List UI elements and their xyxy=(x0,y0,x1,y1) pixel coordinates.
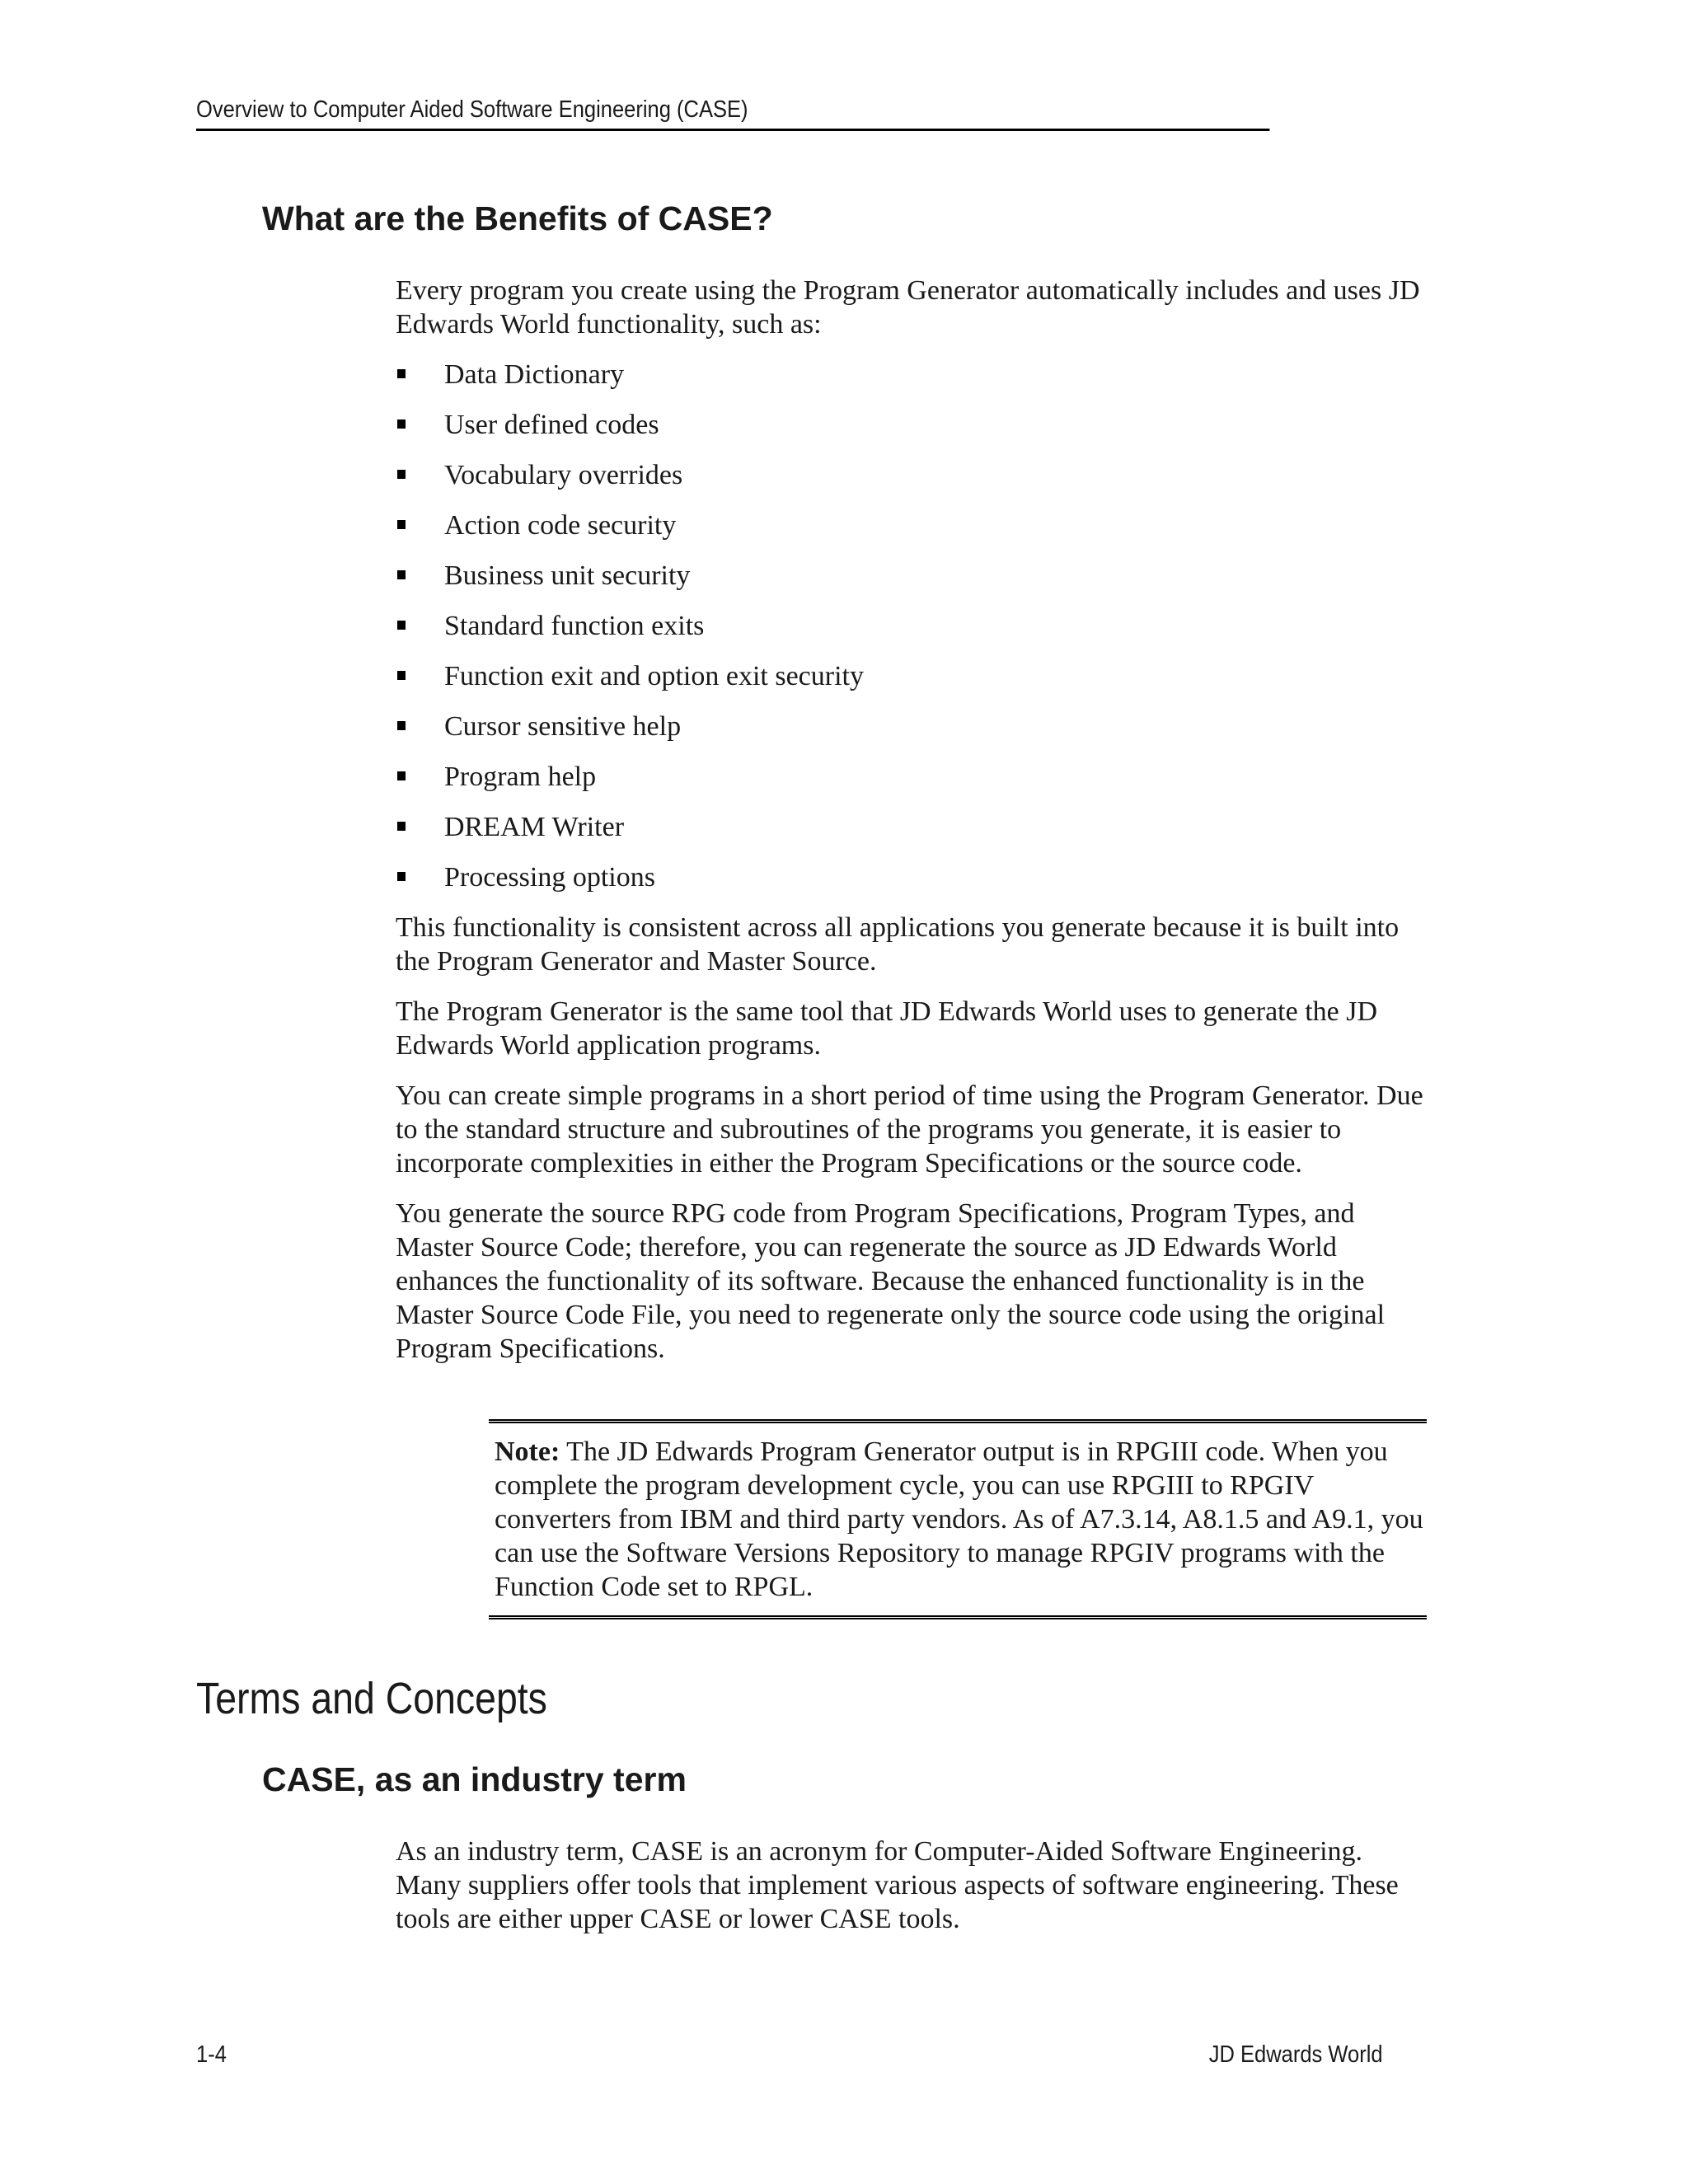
square-bullet-icon xyxy=(397,621,406,630)
list-item xyxy=(396,408,1434,442)
list-item xyxy=(396,458,1434,492)
list-item xyxy=(396,710,1434,743)
list-item-text: DREAM Writer xyxy=(444,812,625,842)
list-item-text: Vocabulary overrides xyxy=(444,460,683,490)
list-item xyxy=(396,559,1434,593)
case-term-body xyxy=(396,1835,1434,1952)
square-bullet-icon xyxy=(397,822,406,831)
list-item-text: User defined codes xyxy=(444,410,659,440)
square-bullet-icon xyxy=(397,570,406,579)
list-item xyxy=(396,659,1434,693)
list-item-text: Program help xyxy=(444,762,597,792)
list-item xyxy=(396,609,1434,643)
square-bullet-icon xyxy=(397,872,406,881)
body-paragraph: This functionality is consistent across all applications you generate because it is built into the Program Generator and Master Source. xyxy=(396,912,1400,977)
section-heading-case-term: CASE, as an industry term xyxy=(262,1760,687,1798)
footer-page-number: 1-4 xyxy=(196,2041,227,2068)
list-item-text: Action code security xyxy=(444,510,677,541)
body-paragraph: The Program Generator is the same tool that JD Edwards World uses to generate the JD Edwards World application programs. xyxy=(396,996,1378,1061)
footer-product-name: JD Edwards World xyxy=(1209,2041,1383,2068)
note-label: Note: xyxy=(495,1436,560,1467)
square-bullet-icon xyxy=(397,470,406,479)
list-item-text: Processing options xyxy=(444,862,655,893)
square-bullet-icon xyxy=(397,419,406,429)
chapter-heading-terms: Terms and Concepts xyxy=(196,1674,547,1723)
benefits-intro-paragraph: Every program you create using the Program Generator automatically includes and uses JD Edwards World functionality, such as: xyxy=(396,275,1420,340)
body-paragraph: You can create simple programs in a short period of time using the Program Generator. Due to the standard structure and subroutines of the programs you generate, it is easier to incorporate complexities in either the Program Specifications or the source code. xyxy=(396,1080,1423,1179)
list-item-text: Data Dictionary xyxy=(444,359,625,390)
running-header-title: Overview to Computer Aided Software Engineering (CASE) xyxy=(196,97,1269,131)
note-text: The JD Edwards Program Generator output is in RPGIII code. When you complete the program development cycle, you can use RPGIII to RPGIV converters from IBM and third party vendors. As of A7.3.14, A8.1.5 and A9.1, you can use the Software Versions Repository to manage RPGIV programs with the Function Code set to RPGL. xyxy=(495,1436,1423,1602)
body-paragraph: As an industry term, CASE is an acronym for Computer-Aided Software Engineering. Many suppliers offer tools that implement various aspects of software engineering. These tools are either upper CASE or lower CASE tools. xyxy=(396,1836,1399,1934)
list-item-text: Business unit security xyxy=(444,560,691,591)
square-bullet-icon xyxy=(397,671,406,680)
note-box xyxy=(489,1419,1427,1619)
functionality-bullet-list xyxy=(396,358,1434,894)
body-paragraph: You generate the source RPG code from Program Specifications, Program Types, and Master Source Code; therefore, you can regenerate the source as JD Edwards World enhances the functionality of its software. Because the enhanced functionality is in the Master Source Code File, you need to regenerate only the source code using the original Program Specifications. xyxy=(396,1198,1386,1364)
list-item xyxy=(396,509,1434,542)
benefits-body xyxy=(396,274,1434,1382)
list-item-text: Standard function exits xyxy=(444,611,705,641)
list-item xyxy=(396,860,1434,894)
list-item xyxy=(396,358,1434,391)
list-item-text: Function exit and option exit security xyxy=(444,661,864,691)
list-item xyxy=(396,760,1434,794)
square-bullet-icon xyxy=(397,721,406,730)
list-item-text: Cursor sensitive help xyxy=(444,711,682,742)
list-item xyxy=(396,810,1434,844)
square-bullet-icon xyxy=(397,520,406,529)
section-heading-benefits: What are the Benefits of CASE? xyxy=(262,199,773,237)
square-bullet-icon xyxy=(397,369,406,378)
square-bullet-icon xyxy=(397,771,406,780)
